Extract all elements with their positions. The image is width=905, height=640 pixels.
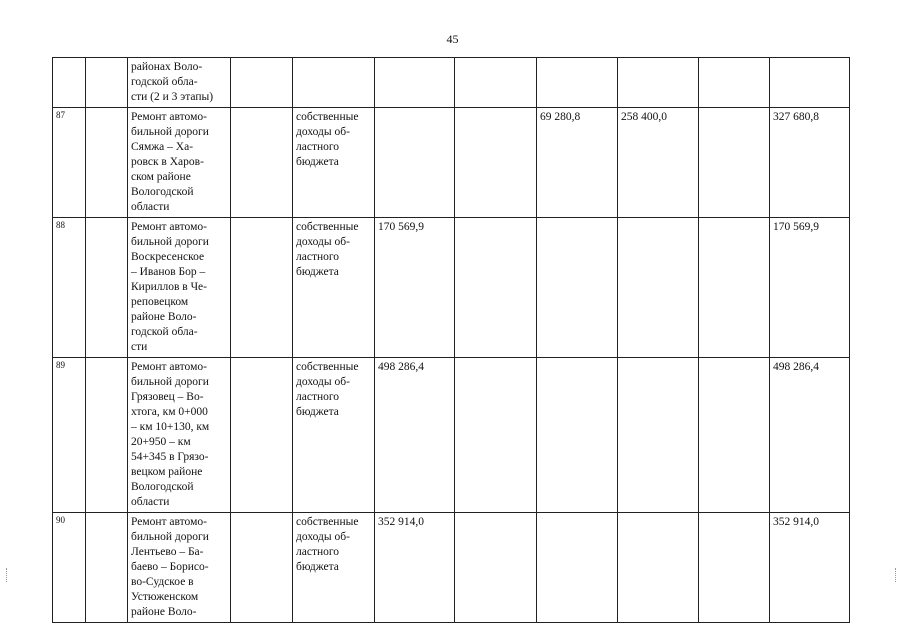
funding-source-text: собственные доходы об- ластного бюджета xyxy=(296,361,359,418)
funding-source xyxy=(293,58,375,108)
page-number: 45 xyxy=(446,32,459,46)
funding-source-text: собственные доходы об- ластного бюджета xyxy=(296,111,359,168)
value-cell-text: 170 569,9 xyxy=(378,221,424,233)
empty-cell xyxy=(455,218,537,358)
total-cell-text: 327 680,8 xyxy=(773,111,819,123)
empty-cell xyxy=(455,108,537,218)
value-cell xyxy=(537,513,618,623)
work-name-text: районах Воло- годской обла- сти (2 и 3 этапы) xyxy=(131,61,214,103)
table-row xyxy=(53,58,850,108)
value-cell xyxy=(537,108,618,218)
work-name xyxy=(128,58,231,108)
empty-cell xyxy=(455,358,537,513)
empty-cell xyxy=(231,58,293,108)
empty-cell xyxy=(455,513,537,623)
total-cell xyxy=(770,358,850,513)
value-cell xyxy=(699,58,770,108)
value-cell-text: 69 280,8 xyxy=(540,111,581,123)
value-cell xyxy=(375,108,455,218)
empty-cell xyxy=(86,513,128,623)
row-number-text: 89 xyxy=(56,360,65,370)
work-name xyxy=(128,513,231,623)
empty-cell xyxy=(231,108,293,218)
empty-cell xyxy=(231,358,293,513)
value-cell xyxy=(699,513,770,623)
row-number xyxy=(53,358,86,513)
empty-cell xyxy=(231,513,293,623)
funding-source-text: собственные доходы об- ластного бюджета xyxy=(296,516,359,573)
row-number xyxy=(53,218,86,358)
funding-source xyxy=(293,358,375,513)
table-row xyxy=(53,358,850,513)
funding-source-text: собственные доходы об- ластного бюджета xyxy=(296,221,359,278)
empty-cell xyxy=(86,108,128,218)
work-name-text: Ремонт автомо- бильной дороги Грязовец – Во- хтога, км 0+000 – км 10+130, км 20+950 – км 54+345 в Грязо- вецком районе Вологодской области xyxy=(131,361,210,508)
row-number-text: 88 xyxy=(56,220,65,230)
total-cell xyxy=(770,513,850,623)
budget-table xyxy=(52,57,850,623)
value-cell xyxy=(375,358,455,513)
table-row xyxy=(53,108,850,218)
work-name-text: Ремонт автомо- бильной дороги Воскресенское – Иванов Бор – Кириллов в Че- реповецком районе Воло- годской обла- сти xyxy=(131,221,209,353)
funding-source xyxy=(293,218,375,358)
row-number xyxy=(53,58,86,108)
row-number xyxy=(53,513,86,623)
funding-source xyxy=(293,513,375,623)
work-name-text: Ремонт автомо- бильной дороги Лентьево – Ба- баево – Борисо- во-Судское в Устюженском районе Воло- xyxy=(131,516,209,618)
value-cell xyxy=(537,218,618,358)
empty-cell xyxy=(455,58,537,108)
row-number-text: 90 xyxy=(56,515,65,525)
value-cell-text: 498 286,4 xyxy=(378,361,424,373)
scan-mark-left xyxy=(6,568,8,582)
empty-cell xyxy=(86,358,128,513)
work-name xyxy=(128,358,231,513)
work-name xyxy=(128,108,231,218)
work-name xyxy=(128,218,231,358)
empty-cell xyxy=(86,218,128,358)
scan-mark-right xyxy=(895,568,897,582)
value-cell xyxy=(618,513,699,623)
table-row xyxy=(53,218,850,358)
empty-cell xyxy=(86,58,128,108)
table-row xyxy=(53,513,850,623)
value-cell xyxy=(699,218,770,358)
total-cell xyxy=(770,218,850,358)
value-cell xyxy=(618,108,699,218)
value-cell xyxy=(699,358,770,513)
value-cell xyxy=(618,58,699,108)
value-cell xyxy=(375,218,455,358)
value-cell xyxy=(375,58,455,108)
work-name-text: Ремонт автомо- бильной дороги Сямжа – Ха- ровск в Харов- ском районе Вологодской области xyxy=(131,111,209,213)
total-cell-text: 498 286,4 xyxy=(773,361,819,373)
total-cell xyxy=(770,58,850,108)
empty-cell xyxy=(231,218,293,358)
value-cell xyxy=(618,358,699,513)
total-cell xyxy=(770,108,850,218)
value-cell-text: 352 914,0 xyxy=(378,516,424,528)
row-number-text: 87 xyxy=(56,110,65,120)
value-cell xyxy=(699,108,770,218)
funding-source xyxy=(293,108,375,218)
value-cell xyxy=(618,218,699,358)
value-cell xyxy=(537,58,618,108)
row-number xyxy=(53,108,86,218)
value-cell xyxy=(537,358,618,513)
total-cell-text: 352 914,0 xyxy=(773,516,819,528)
total-cell-text: 170 569,9 xyxy=(773,221,819,233)
value-cell xyxy=(375,513,455,623)
value-cell-text: 258 400,0 xyxy=(621,111,667,123)
